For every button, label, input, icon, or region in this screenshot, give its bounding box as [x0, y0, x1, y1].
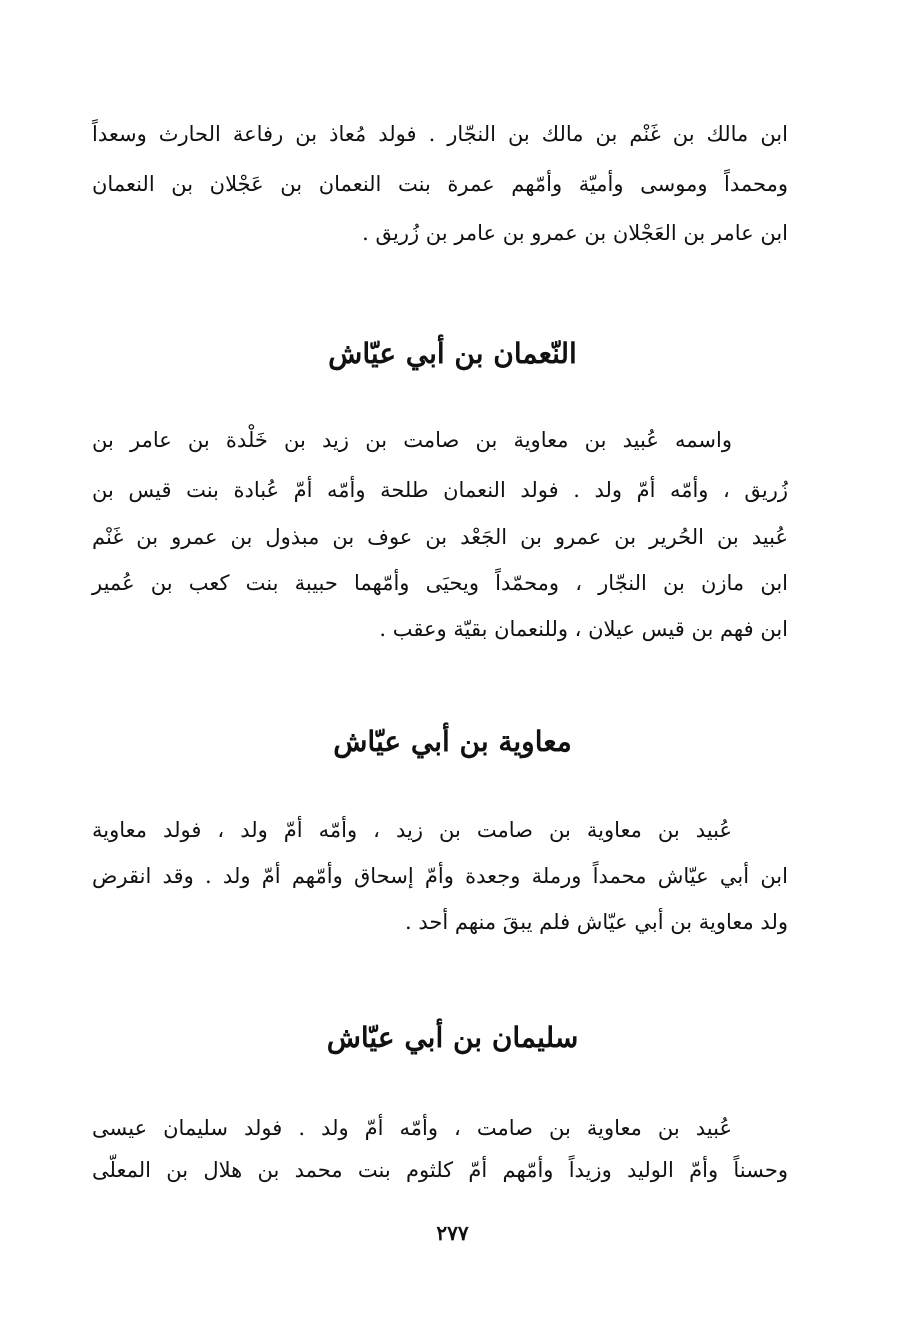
section-heading: معاوية بن أبي عيّاش [333, 725, 572, 758]
text-line: عُبيد بن معاوية بن صامت ، وأمّه أمّ ولد . فولد سليمان عيسى [92, 1116, 732, 1140]
text-line: ومحمداً وموسى وأميّة وأمّهم عمرة بنت النعمان بن عَجْلان بن النعمان [92, 172, 788, 196]
text-line: وحسناً وأمّ الوليد وزيداً وأمّهم أمّ كلثوم بنت محمد بن هلال بن المعلّى [92, 1158, 788, 1182]
section-heading: سليمان بن أبي عيّاش [326, 1021, 579, 1054]
text-line: ابن مازن بن النجّار ، ومحمّداً ويحيَى وأمّهما حبيبة بنت كعب بن عُمير [92, 571, 788, 595]
text-line: ابن مالك بن غَنْم بن مالك بن النجّار . فولد مُعاذ بن رفاعة الحارث وسعداً [92, 122, 788, 146]
page-number: ٢٧٧ [436, 1221, 469, 1245]
text-line: عُبيد بن معاوية بن صامت بن زيد ، وأمّه أمّ ولد ، فولد معاوية [92, 818, 732, 842]
text-line: عُبيد بن الحُرير بن عمرو بن الجَعْد بن عوف بن مبذول بن عمرو بن غَنْم [92, 525, 788, 549]
text-line: ابن عامر بن العَجْلان بن عمرو بن عامر بن زُريق . [362, 221, 788, 245]
text-line: ابن فهم بن قيس عيلان ، وللنعمان بقيّة وعقب . [379, 617, 788, 641]
text-line: زُريق ، وأمّه أمّ ولد . فولد النعمان طلحة وأمّه أمّ عُبادة بنت قيس بن [92, 478, 788, 502]
section-heading: النّعمان بن أبي عيّاش [328, 337, 577, 370]
text-line: واسمه عُبيد بن معاوية بن صامت بن زيد بن خَلْدة بن عامر بن [92, 428, 732, 452]
text-line: ولد معاوية بن أبي عيّاش فلم يبقَ منهم أحد . [405, 910, 788, 934]
text-line: ابن أبي عيّاش محمداً ورملة وجعدة وأمّ إسحاق وأمّهم أمّ ولد . وقد انقرض [92, 864, 788, 888]
